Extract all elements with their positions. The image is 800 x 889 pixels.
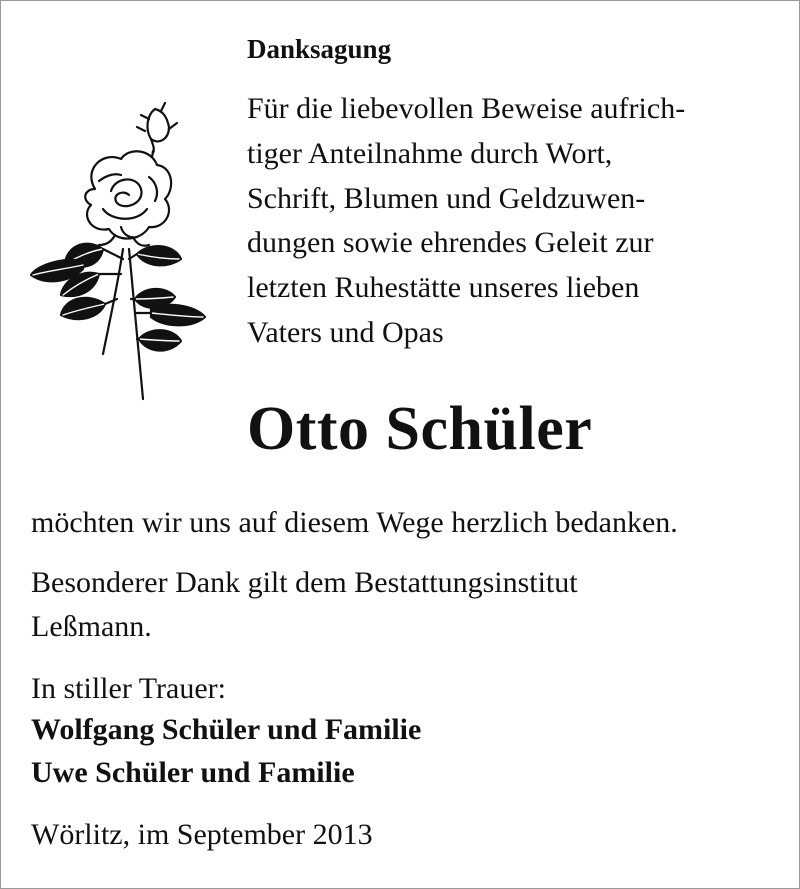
special-thanks — [31, 561, 578, 649]
place-date: Wörlitz, im September 2013 — [31, 818, 373, 851]
notice-heading: Danksagung — [247, 34, 392, 64]
thanks-line: möchten wir uns auf diesem Wege herzlich bedanken. — [31, 506, 678, 539]
intro-line: dungen sowie ehrendes Geleit zur — [247, 226, 654, 260]
intro-text — [247, 87, 787, 356]
mourning-label: In stiller Trauer: — [31, 672, 226, 705]
mourner-name: Uwe Schüler und Familie — [31, 756, 355, 789]
mourner-name: Wolfgang Schüler und Familie — [31, 713, 422, 746]
intro-line: Für die liebevollen Beweise aufrich- — [247, 92, 686, 125]
special-thanks-line: Besonderer Dank gilt dem Bestattungsinstitut — [31, 566, 578, 599]
special-thanks-line: Leßmann. — [31, 610, 152, 643]
rose-illustration-icon — [25, 99, 215, 409]
deceased-name: Otto Schüler — [247, 395, 593, 463]
intro-line: tiger Anteilnahme durch Wort, — [247, 136, 613, 170]
intro-line: Schrift, Blumen und Geldzuwen- — [247, 181, 646, 215]
intro-line: letzten Ruhestätte unseres lieben — [247, 271, 640, 305]
intro-line: Vaters und Opas — [247, 315, 444, 349]
